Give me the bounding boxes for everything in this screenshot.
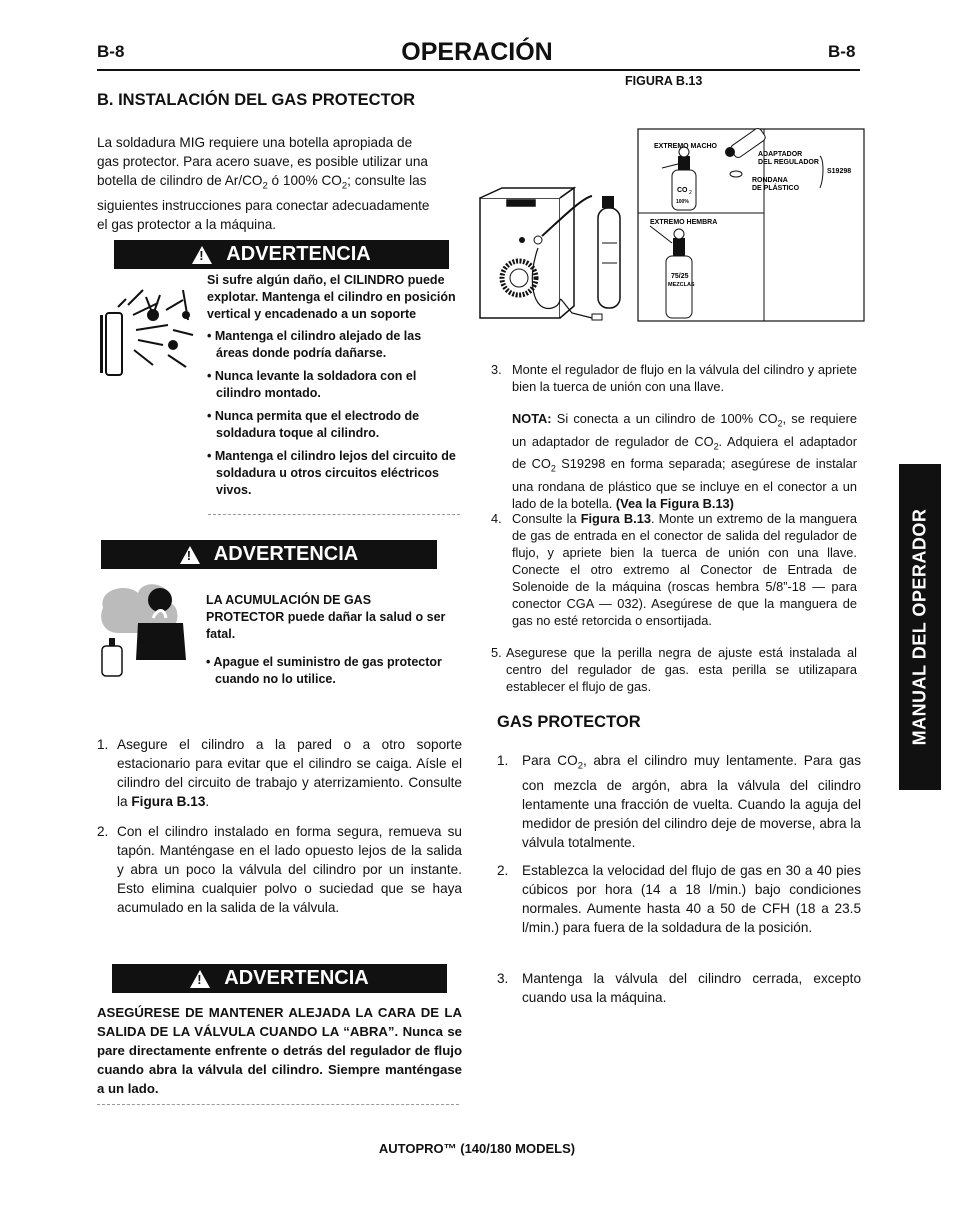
list-number: 1. — [497, 753, 509, 768]
cylinder-explosion-icon — [98, 285, 203, 380]
list-number: 2. — [497, 863, 509, 878]
warning1-lead: Si sufre algún daño, el CILINDRO puede explotar. Mantenga el cilindro en posición vertical y encadenado a un soporte — [207, 273, 456, 321]
list-number: 4. — [491, 511, 502, 526]
warning1-bullet: • Nunca levante la soldadora con el cilindro montado. — [207, 369, 417, 400]
intro-paragraph — [97, 133, 462, 234]
warning3-text: ASEGÚRESE DE MANTENER ALEJADA LA CARA DE LA SALIDA DE LA VÁLVULA CUANDO LA “ABRA”. Nunca se pare directamente enfrente o detrás del regulador de flujo cuando abra la válvula del cilindro. Siempre manténgase a un lado. — [97, 1005, 462, 1096]
gas-item-3: 3. Mantenga la válvula del cilindro cerrada, excepto cuando usa la máquina. — [497, 971, 861, 1005]
divider — [208, 514, 460, 515]
section-heading: B. INSTALACIÓN DEL GAS PROTECTOR — [97, 91, 416, 109]
fig-co2: CO — [677, 187, 688, 194]
warning-triangle-icon — [180, 546, 200, 564]
warning2-bullet: • Apague el suministro de gas protector cuando no lo utilice. — [206, 655, 442, 686]
warning1-bullet: • Mantenga el cilindro alejado de las áreas donde podría dañarse. — [207, 329, 422, 360]
divider — [97, 1104, 459, 1105]
list-number: 3. — [497, 971, 509, 986]
intro-line: gas protector. Para acero suave, es posible utilizar una — [97, 154, 428, 169]
fig-pct: 100% — [676, 199, 689, 205]
left-list-item-1: 1. Asegure el cilindro a la pared o a otro soporte estacionario para evitar que el cilindro se caiga. Aísle el cilindro del circuito de trabajo y aterrizamiento. Consulte la Figura B.13. — [97, 737, 462, 809]
figure-b13-illustration — [472, 128, 867, 328]
warning-banner-3 — [112, 964, 447, 993]
fig-mix1: 75/25 — [671, 273, 689, 280]
list-number: 1. — [97, 737, 109, 752]
left-list-item-2: 2. Con el cilindro instalado en forma segura, remueva su tapón. Manténgase en el lado opuesto lejos de la salida y abra un poco la válvula del cilindro por un instante. Esto elimina cualquier polvo o suciedad que se haya acumulado en la salida de la válvula. — [97, 824, 462, 915]
intro-line: La soldadura MIG requiere una botella apropiada de — [97, 135, 413, 150]
intro-line: botella de cilindro de $Ar/CO_2$ ó 100% $CO_2$; consulte las — [97, 173, 427, 192]
sidebar-label: MANUAL DEL OPERADOR — [909, 508, 930, 746]
warning2-lead: LA ACUMULACIÓN DE GAS PROTECTOR puede dañar la salud o ser fatal. — [206, 593, 446, 641]
sidebar-tab — [899, 464, 941, 790]
intro-line: siguientes instrucciones para conectar adecuadamente — [97, 197, 430, 213]
list-number: 5. — [491, 645, 502, 660]
fig-female-end: EXTREMO HEMBRA — [650, 219, 718, 226]
right-list-item-5: 5. Asegurese que la perilla negra de ajuste está instalada al centro del regulador de gas. esta perilla se utilizapara establecer el flujo de gas. — [491, 645, 857, 694]
right-list-item-4: 4. Consulte la Figura B.13. Monte un extremo de la manguera de gas de entrada en el conector de salida del regulador de flujo, y apriete bien la tuerca de unión con una llave. Conecte el otro extremo al Conector de Entrada de Solenoide de la máquina (roscas hembra 5/8”-18 — para conector CGA — 032). Asegúrese de que la manguera de gas no esté retorcida o ensortijada. — [491, 511, 857, 628]
gas-section-heading: GAS PROTECTOR — [497, 713, 641, 731]
fig-adapter: ADAPTADOR — [758, 151, 803, 158]
fig-male-end: EXTREMO MACHO — [654, 143, 717, 150]
page-number-left: B-8 — [97, 42, 125, 61]
warning-banner-2 — [101, 540, 437, 569]
header-rule — [97, 69, 860, 71]
warning-banner-1 — [114, 240, 449, 269]
page-title: OPERACIÓN — [401, 38, 553, 66]
page-number-right: B-8 — [828, 42, 856, 61]
figure-label: FIGURA B.13 — [625, 74, 703, 88]
fig-washer: RONDANA — [752, 177, 788, 184]
warning-label: ADVERTENCIA — [226, 243, 371, 265]
fig-co2-sub: 2 — [689, 190, 692, 196]
fig-adapter2: DEL REGULADOR — [758, 159, 819, 166]
fig-washer2: DE PLÁSTICO — [752, 185, 800, 192]
right-list-item-3: 3. Monte el regulador de flujo en la válvula del cilindro y apriete bien la tuerca de unión con una llave. — [491, 362, 857, 394]
list-number: 3. — [491, 362, 502, 377]
warning-label: ADVERTENCIA — [213, 543, 359, 565]
warning-label: ADVERTENCIA — [224, 967, 369, 989]
warning1-bullet: • Nunca permita que el electrodo de soldadura toque al cilindro. — [207, 409, 420, 440]
gas-buildup-icon — [98, 578, 198, 678]
gas-item-1: 1. Para $CO_2$, abra el cilindro muy lentamente. Para gas con mezcla de argón, abra la válvula del cilindro lentamente una fracción de vuelta. Cuando la aguja del medidor de presión del cilindro deje de moverse, abra la válvula totalmente. — [497, 753, 861, 850]
warning-triangle-icon — [192, 246, 212, 264]
note-paragraph: NOTA: Si conecta a un cilindro de 100% $CO_2$, se requiere un adaptador de regulador de $CO_2$. Adquiera el adaptador de $CO_2$ S19298 en forma separada; asegúrese de instalar una rondana de plástico que se incluye en el conector a un lado de la botella. (Vea la Figura B.13) — [512, 411, 857, 511]
footer: AUTOPRO™ (140/180 MODELS) — [378, 1141, 576, 1156]
gas-item-2: 2. Establezca la velocidad del flujo de gas en 30 a 40 pies cúbicos por hora (14 a 18 l/min.) bajo condiciones normales. Aumente hasta 40 a 50 de CFH (18 a 23.5 l/min.) para fuera de la soldadura de la posición. — [497, 863, 861, 935]
list-number: 2. — [97, 824, 109, 839]
warning-triangle-icon — [190, 970, 210, 988]
intro-line: el gas protector a la máquina. — [97, 216, 277, 232]
fig-part: S19298 — [827, 168, 852, 175]
fig-mix2: MEZCLAS — [668, 282, 695, 288]
warning1-bullet: • Mantenga el cilindro lejos del circuito de soldadura u otros circuitos eléctricos vivos. — [207, 449, 456, 497]
